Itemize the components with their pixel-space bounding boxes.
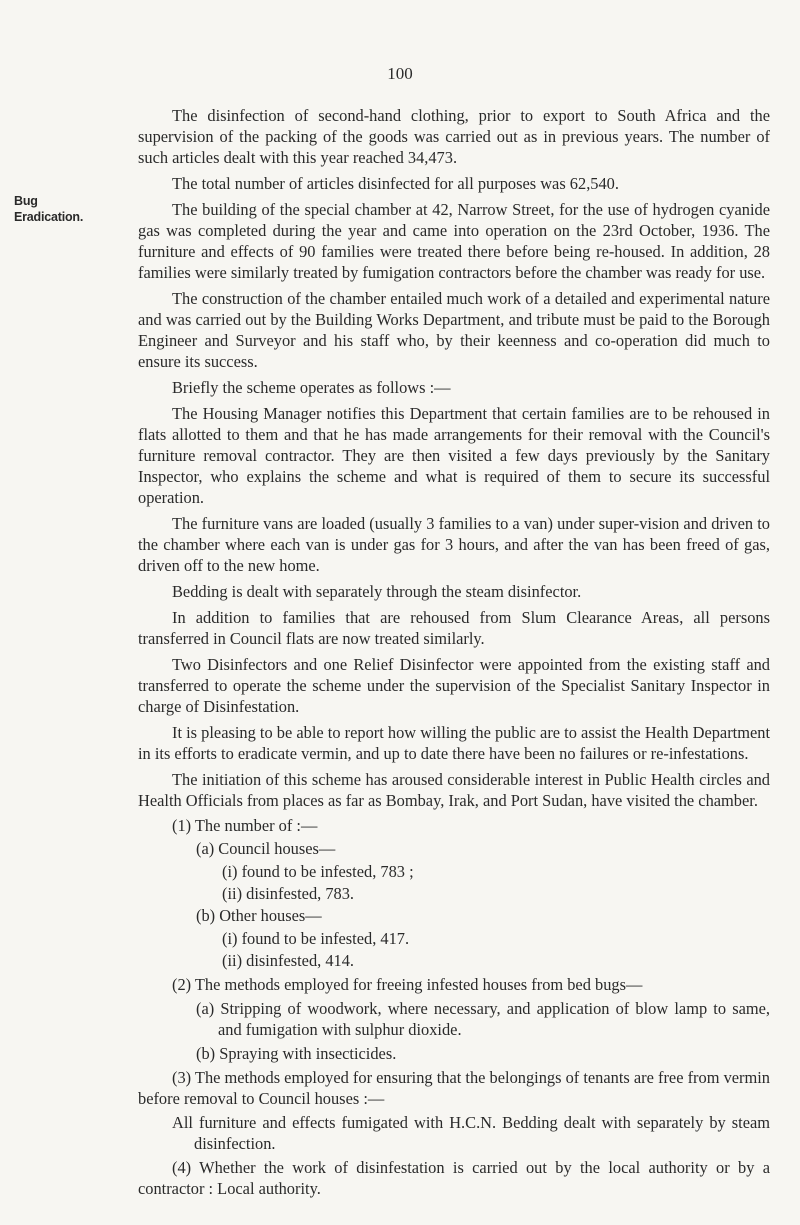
list-item-1b: (b) Other houses— [196,906,322,925]
page-number: 100 [387,64,413,83]
paragraph-interest: The initiation of this scheme has aroused considerable interest in Public Health circles and Health Officials from places as far as Bombay, Irak, and Port Sudan, have visited the chamber. [138,770,770,810]
paragraph-export-clothing: The disinfection of second-hand clothing, prior to export to South Africa and the supervision of the packing of the goods was carried out as in previous years. The number of such articles dealt with this year reached 34,473. [138,106,770,167]
paragraph-housing-manager: The Housing Manager notifies this Department that certain families are to be rehoused in flats allotted to them and that he has made arrangements for their removal with the Council's furniture removal contractor. They are then visited a few days previously by the Sanitary Inspector, who explains the scheme and what is required of them to secure its successful operation. [138,404,770,507]
list-item-2b: (b) Spraying with insecticides. [196,1044,397,1063]
paragraph-construction: The construction of the chamber entailed much work of a detailed and experimental nature and was carried out by the Building Works Department, and tribute must be paid to the Borough Engineer and Surveyor and his staff who, by their keenness and co-operation did much to ensure its success. [138,289,770,371]
list-item-3-text: All furniture and effects fumigated with H.C.N. Bedding dealt with separately by steam disinfection. [172,1113,770,1153]
margin-note [14,193,114,225]
list-item-1a-i: (i) found to be infested, 783 ; [222,862,414,881]
paragraph-scheme-intro: Briefly the scheme operates as follows :— [172,378,451,397]
list-item-4: (4) Whether the work of disinfestation is carried out by the local authority or by a contractor : Local authority. [138,1158,770,1198]
list-item-3: (3) The methods employed for ensuring that the belongings of tenants are free from vermin before removal to Council houses :— [138,1068,770,1108]
paragraph-slum-clearance: In addition to families that are rehoused from Slum Clearance Areas, all persons transferred in Council flats are now treated similarly. [138,608,770,648]
body-text [138,105,770,1202]
list-item-1b-i: (i) found to be infested, 417. [222,929,410,948]
list-item-2a: (a) Stripping of woodwork, where necessary, and application of blow lamp to same, and fumigation with sulphur dioxide. [196,999,770,1039]
paragraph-furniture-vans: The furniture vans are loaded (usually 3 families to a van) under super-vision and driven to the chamber where each van is under gas for 3 hours, and after the van has been freed of gas, driven off to the new home. [138,514,770,575]
margin-note-line2: Eradication. [14,210,84,224]
list-item-1a-ii: (ii) disinfested, 783. [222,884,355,903]
paragraph-bedding: Bedding is dealt with separately through the steam disinfector. [172,582,582,601]
list-item-2: (2) The methods employed for freeing infested houses from bed bugs— [172,975,643,994]
list-item-1b-ii: (ii) disinfested, 414. [222,951,355,970]
paragraph-disinfectors: Two Disinfectors and one Relief Disinfector were appointed from the existing staff and transferred to operate the scheme under the supervision of the Specialist Sanitary Inspector in charge of Disinfestation. [138,655,770,716]
paragraph-public-willing: It is pleasing to be able to report how willing the public are to assist the Health Department in its efforts to eradicate vermin, and up to date there have been no failures or re-infestations. [138,723,770,763]
paragraph-special-chamber: The building of the special chamber at 42, Narrow Street, for the use of hydrogen cyanide gas was completed during the year and came into operation on the 23rd October, 1936. The furniture and effects of 90 families were treated there before being re-housed. In addition, 28 families were similarly treated by fumigation contractors before the chamber was ready for use. [138,200,770,282]
list-item-1a: (a) Council houses— [196,839,336,858]
paragraph-total-articles: The total number of articles disinfected for all purposes was 62,540. [172,174,619,193]
list-item-1: (1) The number of :— [172,816,318,835]
returns-list [138,815,770,1199]
margin-note-line1: Bug [14,194,38,208]
